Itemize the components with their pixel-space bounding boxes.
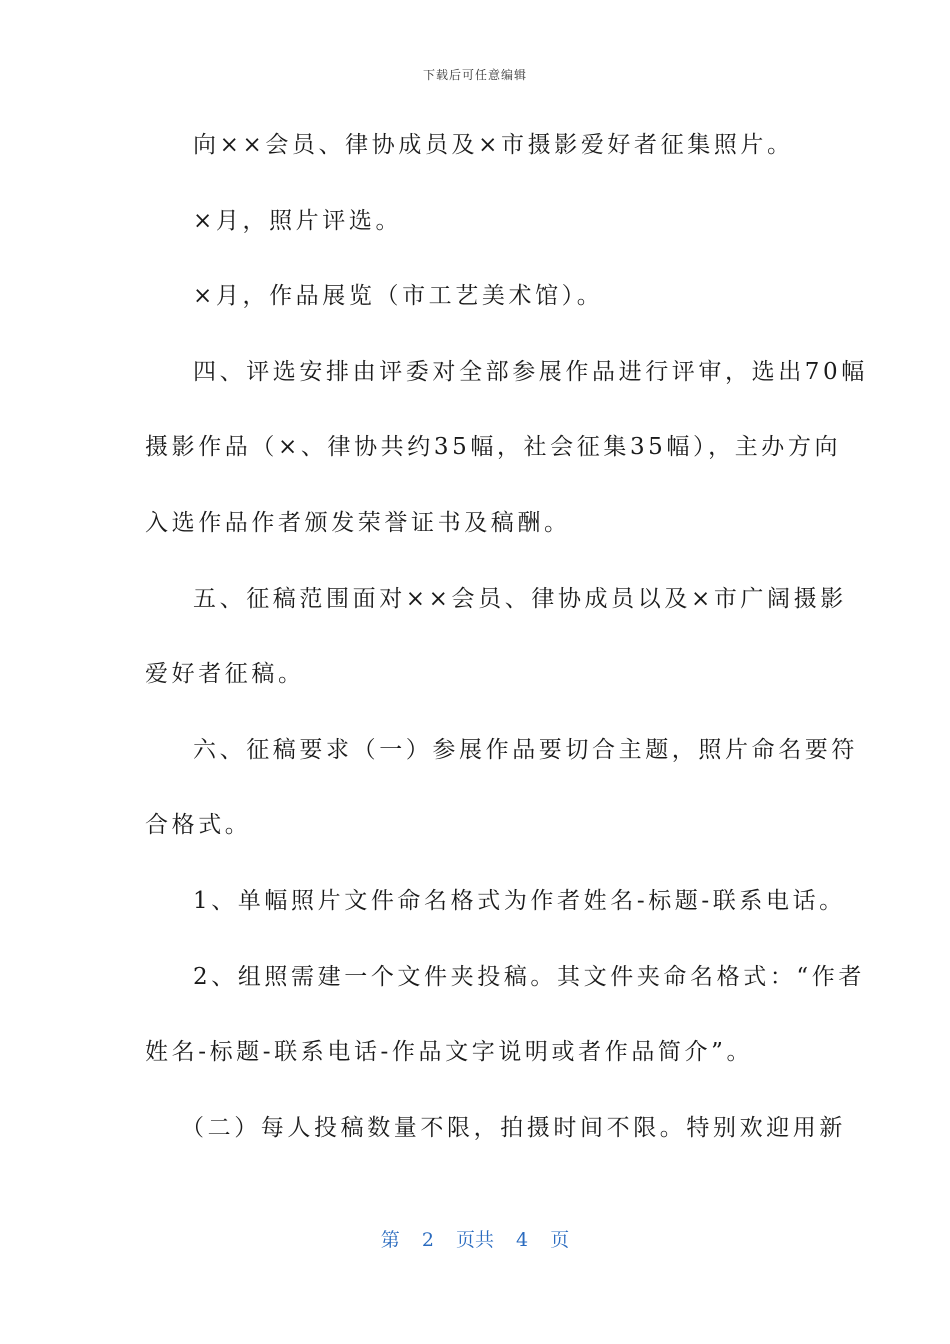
paragraph-line: 合格式。 xyxy=(145,812,252,839)
page-label-mid: 页共 xyxy=(455,1229,494,1251)
paragraph-line: 向××会员、律协成员及×市摄影爱好者征集照片。 xyxy=(193,132,794,158)
current-page-number: 2 xyxy=(421,1229,434,1251)
paragraph-line: ×月，作品展览（市工艺美术馆）。 xyxy=(193,283,604,310)
paragraph-line: （二）每人投稿数量不限，拍摄时间不限。特别欢迎用新 xyxy=(181,1114,846,1141)
page-label-suffix: 页 xyxy=(550,1229,570,1251)
paragraph-line: 六、征稿要求（一）参展作品要切合主题，照片命名要符 xyxy=(193,736,858,763)
paragraph-line: 1、单幅照片文件命名格式为作者姓名-标题-联系电话。 xyxy=(193,887,846,914)
paragraph-line: 四、评选安排由评委对全部参展作品进行评审，选出70幅 xyxy=(193,358,868,385)
paragraph-line: 姓名-标题-联系电话-作品文字说明或者作品简介”。 xyxy=(145,1039,754,1066)
page-header: 下载后可任意编辑 xyxy=(422,68,527,82)
page-label-prefix: 第 xyxy=(380,1229,400,1251)
paragraph-line: 摄影作品（×、律协共约35幅，社会征集35幅），主办方向 xyxy=(145,434,842,461)
paragraph-line: 2、组照需建一个文件夹投稿。其文件夹命名格式：“作者 xyxy=(193,963,865,990)
paragraph-line: ×月，照片评选。 xyxy=(193,207,403,234)
paragraph-line: 入选作品作者颁发荣誉证书及稿酬。 xyxy=(145,509,571,536)
document-body xyxy=(145,120,868,1178)
total-pages-number: 4 xyxy=(516,1229,529,1251)
paragraph-line: 爱好者征稿。 xyxy=(145,661,305,688)
page-footer xyxy=(0,1225,950,1252)
paragraph-line: 五、征稿范围面对××会员、律协成员以及×市广阔摄影 xyxy=(193,585,847,612)
